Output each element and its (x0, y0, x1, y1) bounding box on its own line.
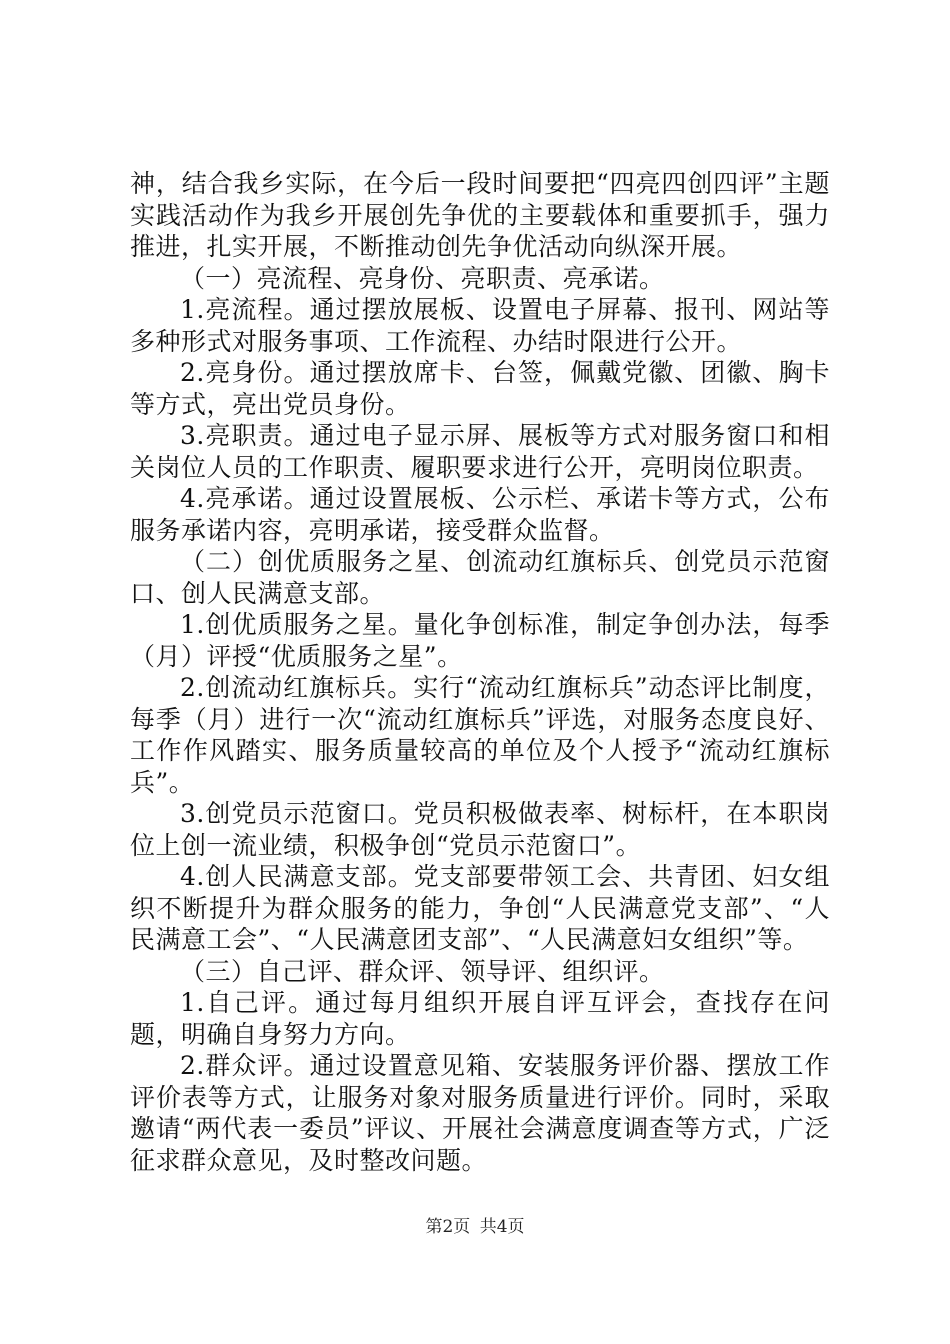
paragraph: 4.创人民满意支部。党支部要带领工会、共青团、妇女组织不断提升为群众服务的能力，争创“人民满意党支部”、“人民满意工会”、“人民满意团支部”、“人民满意妇女组织”等。 (130, 862, 830, 954)
section-heading: （二）创优质服务之星、创流动红旗标兵、创党员示范窗口、创人民满意支部。 (130, 547, 830, 608)
paragraph: 1.亮流程。通过摆放展板、设置电子屏幕、报刊、网站等多种形式对服务事项、工作流程、办结时限进行公开。 (130, 295, 830, 356)
paragraph: 2.亮身份。通过摆放席卡、台签，佩戴党徽、团徽、胸卡等方式，亮出党员身份。 (130, 358, 830, 419)
document-body (130, 168, 830, 1176)
paragraph: 1.自己评。通过每月组织开展自评互评会，查找存在问题，明确自身努力方向。 (130, 988, 830, 1049)
paragraph: 3.创党员示范窗口。党员积极做表率、树标杆，在本职岗位上创一流业绩，积极争创“党员示范窗口”。 (130, 799, 830, 860)
paragraph: 1.创优质服务之星。量化争创标准，制定争创办法，每季（月）评授“优质服务之星”。 (130, 610, 830, 671)
page-footer: 第2页 共4页 (425, 1217, 525, 1237)
section-heading: （一）亮流程、亮身份、亮职责、亮承诺。 (180, 263, 665, 293)
section-heading: （三）自己评、群众评、领导评、组织评。 (180, 956, 665, 986)
paragraph: 3.亮职责。通过电子显示屏、展板等方式对服务窗口和相关岗位人员的工作职责、履职要求进行公开，亮明岗位职责。 (130, 421, 830, 482)
paragraph: 2.群众评。通过设置意见箱、安装服务评价器、摆放工作评价表等方式，让服务对象对服务质量进行评价。同时，采取邀请“两代表一委员”评议、开展社会满意度调查等方式，广泛征求群众意见，及时整改问题。 (130, 1051, 830, 1175)
paragraph: 2.创流动红旗标兵。实行“流动红旗标兵”动态评比制度，每季（月）进行一次“流动红旗标兵”评选，对服务态度良好、工作作风踏实、服务质量较高的单位及个人授予“流动红旗标兵”。 (130, 673, 830, 797)
paragraph: 神，结合我乡实际，在今后一段时间要把“四亮四创四评”主题实践活动作为我乡开展创先争优的主要载体和重要抓手，强力推进，扎实开展，不断推动创先争优活动向纵深开展。 (130, 169, 830, 261)
paragraph: 4.亮承诺。通过设置展板、公示栏、承诺卡等方式，公布服务承诺内容，亮明承诺，接受群众监督。 (130, 484, 830, 545)
